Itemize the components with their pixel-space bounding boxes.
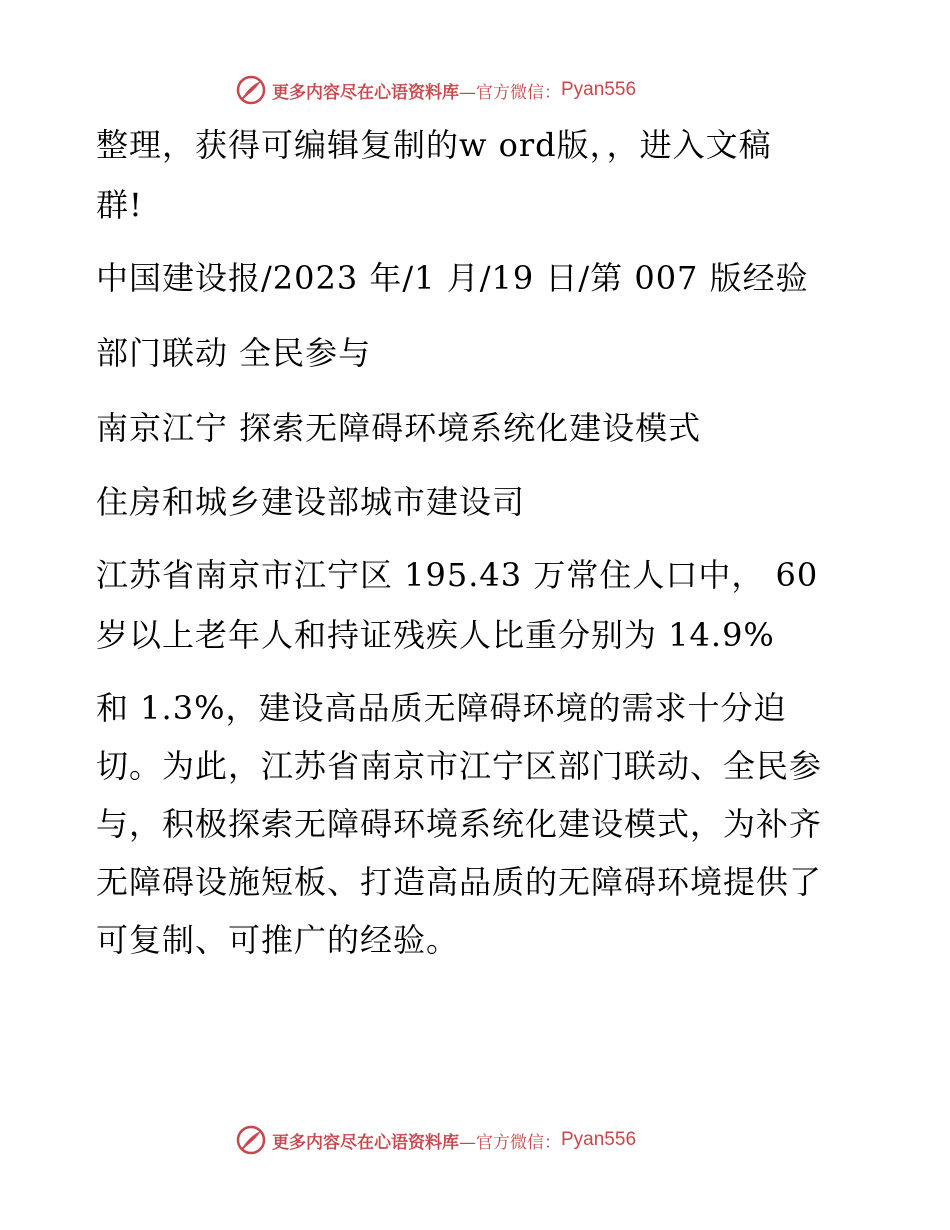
body-line: 群! <box>96 186 143 224</box>
body-line: 住房和城乡建设部城市建设司 <box>96 483 526 521</box>
body-line: 与，积极探索无障碍环境系统化建设模式，为补齐 <box>96 805 823 843</box>
footer-banner <box>236 1123 636 1157</box>
body-line: 南京江宁 探索无障碍环境系统化建设模式 <box>96 409 702 447</box>
header-banner <box>236 73 636 107</box>
body-line: 整理，获得可编辑复制的w ord版，，进入文稿 <box>96 126 772 164</box>
body-line: 部门联动 全民参与 <box>96 334 372 372</box>
body-line: 江苏省南京市江宁区 195.43 万常住人口中， 60 <box>96 556 819 594</box>
banner-main-text: 更多内容尽在心语资料库 <box>272 1132 459 1153</box>
body-line: 中国建设报/2023 年/1 月/19 日/第 007 版经验 <box>96 259 809 297</box>
banner-sub-text: —官方微信： <box>459 82 561 103</box>
body-line: 无障碍设施短板、打造高品质的无障碍环境提供了 <box>96 863 823 901</box>
banner-wechat-id: Pyan556 <box>561 79 637 100</box>
banner-wechat-id: Pyan556 <box>561 1129 637 1150</box>
body-line: 可复制、可推广的经验。 <box>96 921 460 959</box>
body-line: 岁以上老年人和持证残疾人比重分别为 14.9% <box>96 616 775 654</box>
banner-main-text: 更多内容尽在心语资料库 <box>272 82 459 103</box>
feather-pen-logo-icon <box>236 75 266 105</box>
feather-pen-logo-icon <box>236 1125 266 1155</box>
body-line: 和 1.3%，建设高品质无障碍环境的需求十分迫 <box>96 689 787 727</box>
body-line: 切。为此，江苏省南京市江宁区部门联动、全民参 <box>96 747 823 785</box>
banner-sub-text: —官方微信： <box>459 1132 561 1153</box>
